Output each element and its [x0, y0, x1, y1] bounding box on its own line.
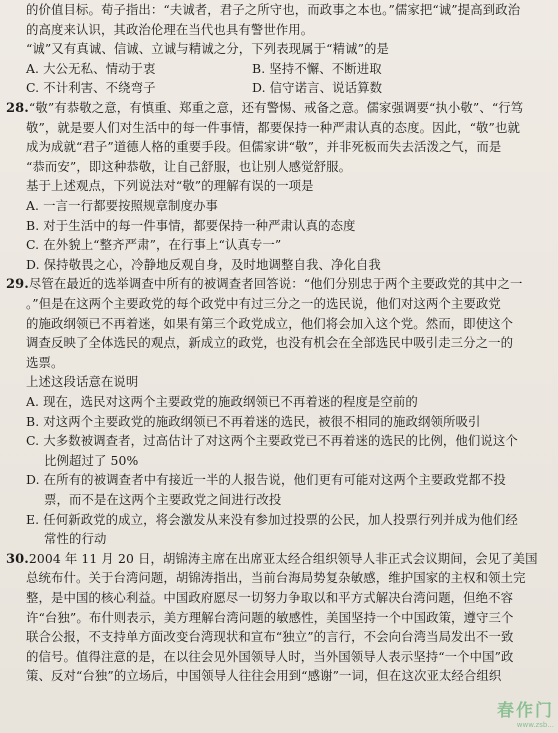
question-line [6, 276, 523, 293]
line-text: C. 在外貌上“整齐严肃”，在行事上“认真专一” [26, 237, 282, 253]
line-text: 的高度来认识，其政治伦理在当代也具有警世作用。 [26, 21, 314, 37]
text-line [26, 649, 514, 665]
line-text: 2004 年 11 月 20 日，胡锦涛主席在出席亚太经合组织领导人非正式会议期间，会见了美国 [28, 550, 538, 566]
line-text: D. 保持敬畏之心，冷静地反观自身，及时地调整自我、净化自我 [26, 256, 381, 272]
question-number: 28. [6, 101, 29, 116]
question-number: 30. [6, 551, 29, 567]
line-text: 总统布什。关于台湾问题，胡锦涛指出，当前台海局势复杂敏感，维护国家的主权和领土完 [26, 570, 526, 586]
text-line [44, 453, 138, 469]
text-line [26, 374, 138, 390]
text-line [26, 414, 480, 430]
line-text: 基于上述观点，下列说法对“敬”的理解有误的一项是 [26, 178, 314, 194]
line-text: “敬”有恭敬之意，有慎重、郑重之意，还有警惕、戒备之意。儒家强调要“执小敬”、“行笃 [28, 100, 524, 115]
text-line [26, 394, 418, 410]
text-line [26, 355, 63, 371]
line-text: 尽管在最近的选举调查中所有的被调查者回答说：“他们分别忠于两个主要政党的其中之一 [28, 276, 523, 292]
line-text: A. 现在，选民对这两个主要政党的施政纲领已不再着迷的程度是空前的 [26, 394, 418, 409]
line-text: 比例超过了 50% [44, 452, 139, 468]
text-line [26, 610, 514, 626]
question-line [6, 551, 538, 568]
text-line [26, 472, 506, 488]
line-text: “诚”又有真诚、信诚、立诚与精诚之分，下列表现属于“精诚”的是 [26, 41, 389, 57]
line-text: 整，是中国的核心利益。中国政府愿尽一切努力争取以和平方式解决台湾问题，但绝不容 [26, 590, 514, 605]
text-line [44, 492, 281, 508]
line-text: 的施政纲领已不再着迷，如果有第三个政党成立，他们将会加入这个党。然而，即使这个 [26, 315, 514, 331]
line-text: B. 对这两个主要政党的施政纲领已不再着迷的选民，被很不相同的施政纲领所吸引 [26, 413, 481, 429]
text-line [26, 159, 351, 175]
text-line [26, 178, 314, 194]
line-text: 联合公报，不支持单方面改变台湾现状和宣布“独立”的言行，不会向台湾当局发出不一致 [26, 629, 514, 645]
line-text: 敬”，就是要人们对生活中的每一件事情，都要保持一种严肃认真的态度。因此，“敬”也就 [26, 119, 520, 135]
line-text: D. 在所有的被调查者中有接近一半的人报告说，他们更有可能对这两个主要政党都不投 [26, 472, 506, 488]
line-text: B. 对于生活中的每一件事情，都要保持一种严肃认真的态度 [26, 217, 356, 233]
text-line [26, 433, 518, 449]
text-line [26, 41, 389, 57]
text-line [26, 257, 381, 273]
text-line [26, 512, 518, 528]
line-text: 。”但是在这两个主要政党的每个政党中有过三分之一的选民说，他们对这两个主要政党 [26, 296, 501, 311]
option-text: D. 信守诺言、说话算数 [252, 80, 383, 96]
line-text: “恭而安”，即这种恭敬，让自己舒服，也让别人感觉舒服。 [26, 158, 352, 174]
text-line [26, 22, 313, 38]
line-text: 常性的行动 [44, 531, 107, 547]
text-line [26, 668, 501, 684]
option-text: C. 不计利害、不绕弯子 [26, 80, 156, 96]
watermark-logo [497, 696, 554, 729]
line-text: E. 任何新政党的成立，将会激发从来没有参加过投票的公民，加人投票行列并成为他们经 [26, 511, 518, 527]
line-text: 的价值目标。荀子指出：“夫诚者，君子之所守也，而政事之本也。”儒家把“诚”提高到政治 [26, 2, 521, 17]
text-line [26, 335, 513, 351]
text-line [26, 590, 513, 606]
text-line [26, 296, 501, 312]
text-line [26, 218, 356, 234]
line-text: 选票。 [26, 354, 64, 370]
line-text: 策、反对“台独”的立场后，中国领导人往往会用到“感谢”一词，但在这次亚太经合组织 [26, 668, 502, 684]
question-number: 29. [6, 277, 29, 293]
text-line [44, 531, 106, 547]
text-line [26, 2, 520, 18]
text-line [26, 237, 281, 253]
option-text: B. 坚持不懈、不断进取 [252, 60, 382, 76]
line-text: C. 大多数被调查者，过高估计了对这两个主要政党已不再着迷的选民的比例，他们说这个 [26, 433, 518, 449]
text-line [26, 316, 513, 332]
line-text: 的信号。值得注意的是，在以往会见外国领导人时，当外国领导人表示坚持“一个中国”政 [26, 648, 514, 664]
text-line [26, 120, 520, 136]
text-line [26, 570, 526, 586]
text-line [26, 629, 514, 645]
option-text: A. 大公无私、情动于衷 [26, 60, 156, 76]
line-text: 许“台独”。布什则表示，美方理解台湾问题的敏感性，美国坚持一个中国政策，遵守三个 [26, 609, 514, 625]
text-line [26, 198, 218, 214]
line-text: 票，而不是在这两个主要政党之间进行改投 [44, 492, 282, 507]
watermark-url: www.zsb... [516, 721, 554, 729]
line-text: A. 一言一行都要按照规章制度办事 [26, 198, 218, 213]
watermark-text: 春作门 [497, 701, 554, 721]
line-text: 成为成就“君子”道德人格的重要手段。但儒家讲“敬”，并非死板而失去活泼之气，而是 [26, 139, 502, 155]
text-line [26, 139, 501, 155]
line-text: 上述这段话意在说明 [26, 374, 139, 390]
line-text: 调查反映了全体选民的观点，新成立的政党，也没有机会在全部选民中吸引走三分之一的 [26, 335, 514, 351]
question-line [6, 100, 523, 117]
